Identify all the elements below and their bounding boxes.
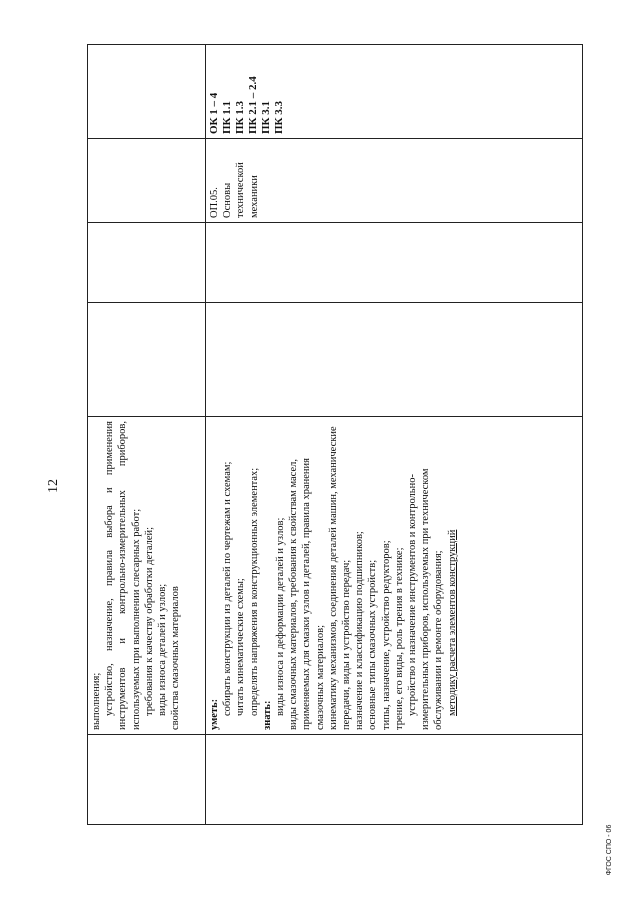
- text-line: собирать конструкции из деталей по чертежам и схемам;: [222, 461, 234, 716]
- text-line: виды износа и деформации деталей и узлов;: [275, 517, 287, 716]
- text-line: требования к качеству обработки деталей;: [143, 526, 155, 716]
- competency-code: ПК 2.1 – 2.4: [247, 76, 259, 134]
- text-line: виды смазочных материалов, требования к свойствам масел, применяемых для смазки узлов и деталей, правила хранения смазочных материалов;: [288, 458, 326, 730]
- text-line: методику расчета элементов конструкций: [446, 529, 458, 716]
- text-line: читать кинематические схемы;: [235, 578, 247, 716]
- index-cell: [88, 735, 206, 825]
- page-number: 12: [46, 479, 61, 493]
- table-row: [206, 45, 583, 825]
- table-row: [88, 45, 206, 825]
- hours-cell: [206, 303, 583, 417]
- competency-code: ПК 1.1: [221, 100, 233, 134]
- competency-cell: [206, 45, 583, 139]
- text-line: определять напряжения в конструкционных элементах;: [248, 467, 260, 716]
- text-line: типы, назначение, устройство редукторов;: [380, 540, 392, 730]
- hours-cell: [206, 223, 583, 303]
- competency-cell: [88, 45, 206, 139]
- competency-code: ПК 3.3: [273, 100, 285, 134]
- text-line: устройство, назначение, правила выбора и применения инструментов и контрольно-измерительных приборов, используемых при выполнении слесарных работ;: [104, 421, 142, 730]
- text-line: кинематику механизмов, соединения деталей машин, механические передачи, виды и устройство передач;: [327, 426, 353, 730]
- text-line: виды износа деталей и узлов;: [157, 583, 169, 716]
- discipline-name: Основы технической механики: [222, 162, 260, 218]
- competency-code: ПК 1.3: [234, 100, 246, 134]
- content-cell: [88, 417, 206, 735]
- index-cell: [206, 735, 583, 825]
- discipline-cell: [206, 139, 583, 223]
- text-line: устройство и назначение инструментов и контрольно-измерительных приборов, используемых при техническом обслуживании и ремонте оборудования;: [407, 468, 445, 730]
- footer-code: ФГОС СПО - 06: [606, 824, 613, 876]
- content-cell: [206, 417, 583, 735]
- znat-label: знать:: [261, 700, 273, 730]
- text-line: основные типы смазочных устройств;: [367, 559, 379, 730]
- rotated-table-wrapper: [87, 45, 583, 825]
- text-line: назначение и классификацию подшипников;: [354, 531, 366, 730]
- competency-code: ПК 3.1: [260, 100, 272, 134]
- text-line: трение, его виды, роль трения в технике;: [393, 547, 405, 730]
- discipline-code: ОП.05.: [209, 187, 220, 218]
- hours-cell: [88, 223, 206, 303]
- text-line: свойства смазочных материалов: [170, 586, 182, 730]
- discipline-cell: [88, 139, 206, 223]
- umet-label: уметь:: [209, 698, 220, 730]
- competency-code: ОК 1 – 4: [208, 92, 220, 134]
- curriculum-table: [87, 44, 583, 825]
- text-line: выполнения;: [91, 672, 102, 730]
- hours-cell: [88, 303, 206, 417]
